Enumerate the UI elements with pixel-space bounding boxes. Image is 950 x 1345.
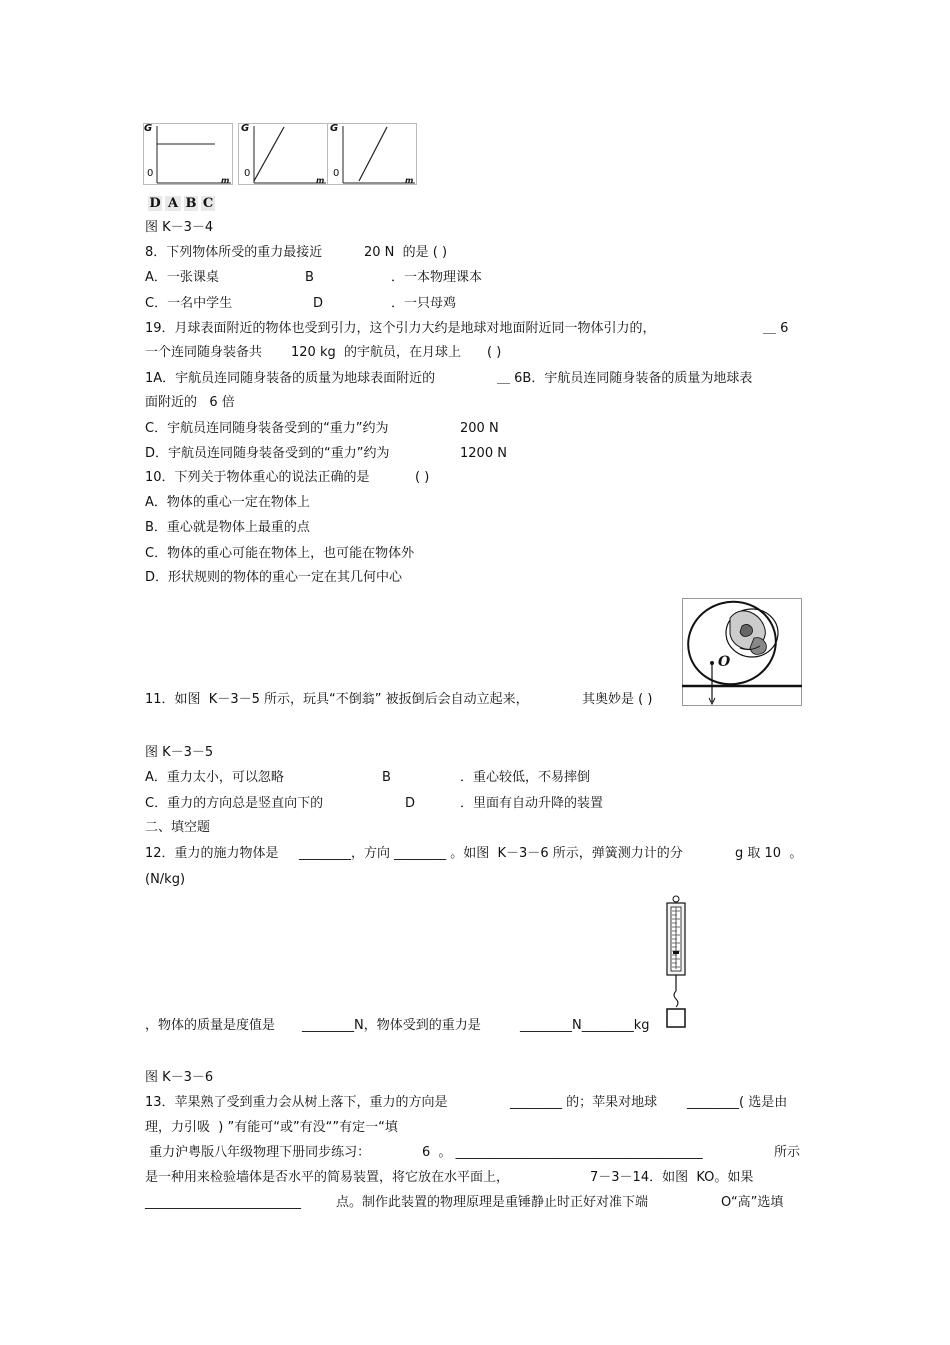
graph-d-origin: 0 — [147, 168, 154, 179]
q8-option-d-letter: D — [313, 296, 324, 311]
q13-line3-a: 重力沪粤版八年级物理下册同步练习： — [145, 1145, 371, 1160]
q11-option-a: A．重力太小，可以忽略 — [145, 770, 284, 785]
graph-a-y-label: G — [241, 123, 250, 134]
q9-line2-c: ( ) — [487, 345, 502, 360]
graph-option-labels — [148, 196, 215, 211]
q8-option-b-letter: B — [305, 270, 314, 285]
q11-option-b-letter: B — [382, 770, 391, 785]
q11-option-c: C．重力的方向总是竖直向下的 — [145, 796, 324, 811]
graph-b-y-label: G — [330, 123, 339, 134]
q9-line2-b: 120 kg 的宇航员，在月球上 — [291, 345, 461, 360]
graph-b — [327, 123, 417, 185]
q10-paren: ( ) — [415, 470, 430, 485]
q8-stem: 8．下列物体所受的重力最接近 — [145, 245, 323, 260]
q12-caption: 图 K－3－6 — [145, 1070, 214, 1085]
q13-line3-c: 所示 — [774, 1145, 801, 1160]
q13-line5-c: O“高”选填 — [721, 1195, 784, 1210]
option-label-b: B — [185, 196, 197, 211]
q12-line1-c: g 取 10 。 — [735, 846, 803, 861]
tumbler-center-label: O — [718, 654, 731, 670]
q9-option-d: D．宇航员连同随身装备受到的“重力”约为 — [145, 446, 390, 461]
q13-line1-c: ________( 选是由 — [687, 1095, 788, 1110]
q13-line2: 理，力引吸 ) ”有能可“或”有没“”有定一“填 — [145, 1120, 398, 1135]
q11-option-d-letter: D — [405, 796, 416, 811]
q13-line1-b: ________ 的；苹果对地球 — [510, 1095, 658, 1110]
q9-line2-a: 一个连同随身装备共 — [145, 345, 263, 360]
q12-line3-b: ________N，物体受到的重力是 — [302, 1018, 481, 1033]
option-label-a: A — [165, 196, 181, 211]
q11-stem-right: 其奥妙是 ( ) — [582, 692, 653, 707]
q9-line1-right: ＿ 6 — [763, 321, 789, 336]
figure-k35-tumbler — [682, 598, 802, 706]
q8-option-c: C．一名中学生 — [145, 296, 233, 311]
section-fill-blanks-heading: 二、填空题 — [145, 820, 211, 835]
q9-option-c: C．宇航员连同随身装备受到的“重力”约为 — [145, 421, 389, 436]
figure-k36-spring-scale — [663, 895, 689, 1031]
graph-d-x-label: m — [221, 176, 230, 185]
graph-b-x-label: m — [405, 176, 414, 185]
tumbler-illustration — [682, 598, 802, 706]
q12-line1-a: 12．重力的施力物体是 — [145, 846, 279, 861]
q9-option-d-value: 1200 N — [460, 446, 507, 461]
q13-line4-a: 是一种用来检验墙体是否水平的简易装置，将它放在水平面上， — [145, 1170, 510, 1185]
q10-option-d: D．形状规则的物体的重心一定在其几何中心 — [145, 570, 403, 585]
q10-option-a: A．物体的重心一定在物体上 — [145, 495, 310, 510]
q9-line4: 面附近的 6 倍 — [145, 395, 235, 410]
q8-option-d-text: ．一只母鸡 — [391, 296, 457, 311]
q11-option-d-text: ．里面有自动升降的装置 — [460, 796, 604, 811]
option-label-c: C — [202, 196, 214, 211]
graph-d-y-label: G — [144, 123, 153, 134]
q9-line3-a: 1A．宇航员连同随身装备的质量为地球表面附近的 — [145, 371, 436, 386]
graph-b-svg — [327, 123, 417, 185]
q10-option-b: B．重心就是物体上最重的点 — [145, 520, 310, 535]
q13-line3-b: 6 。 ______________________________________ — [422, 1145, 703, 1160]
spring-scale-illustration — [663, 895, 689, 1031]
q8-option-b-text: ．一本物理课本 — [391, 270, 483, 285]
q9-line3-b: ＿ 6B．宇航员连同随身装备的质量为地球表 — [497, 371, 753, 386]
q12-line3-a: ，物体的质量是度值是 — [145, 1018, 276, 1033]
q8-value: 20 N 的是 ( ) — [364, 245, 448, 260]
option-label-d: D — [149, 196, 161, 211]
q12-line1-b: ________，方向 ________ 。如图 K－3－6 所示，弹簧测力计的分 — [299, 846, 683, 861]
figure-k34-caption: 图 K－3－4 — [145, 220, 214, 235]
q13-line5-a: ________________________ — [145, 1195, 301, 1210]
q11-option-b-text: ．重心较低，不易摔倒 — [460, 770, 591, 785]
q13-line5-b: 点。制作此装置的物理原理是重锤静止时正好对准下端 — [336, 1195, 649, 1210]
graph-a-svg — [238, 123, 328, 185]
q13-line1-a: 13．苹果熟了受到重力会从树上落下，重力的方向是 — [145, 1095, 448, 1110]
q13-line4-b: 7－3－14．如图 KO。如果 — [590, 1170, 754, 1185]
graph-b-origin: 0 — [333, 168, 340, 179]
graph-a — [238, 123, 328, 185]
graph-d — [143, 123, 233, 185]
graph-a-x-label: m — [316, 176, 325, 185]
q12-line3-c: ________N________kg — [520, 1018, 650, 1033]
q11-stem: 11．如图 K－3－5 所示，玩具“不倒翁” 被扳倒后会自动立起来， — [145, 692, 529, 707]
q11-caption: 图 K－3－5 — [145, 745, 214, 760]
q9-line1: 19．月球表面附近的物体也受到引力，这个引力大约是地球对地面附近同一物体引力的， — [145, 321, 656, 336]
q10-option-c: C．物体的重心可能在物体上，也可能在物体外 — [145, 546, 415, 561]
q8-option-a: A．一张课桌 — [145, 270, 219, 285]
q12-line2: (N/kg) — [145, 872, 186, 887]
graph-a-origin: 0 — [244, 168, 251, 179]
graph-d-svg — [143, 123, 233, 185]
q9-option-c-value: 200 N — [460, 421, 499, 436]
q10-stem: 10．下列关于物体重心的说法正确的是 — [145, 470, 370, 485]
